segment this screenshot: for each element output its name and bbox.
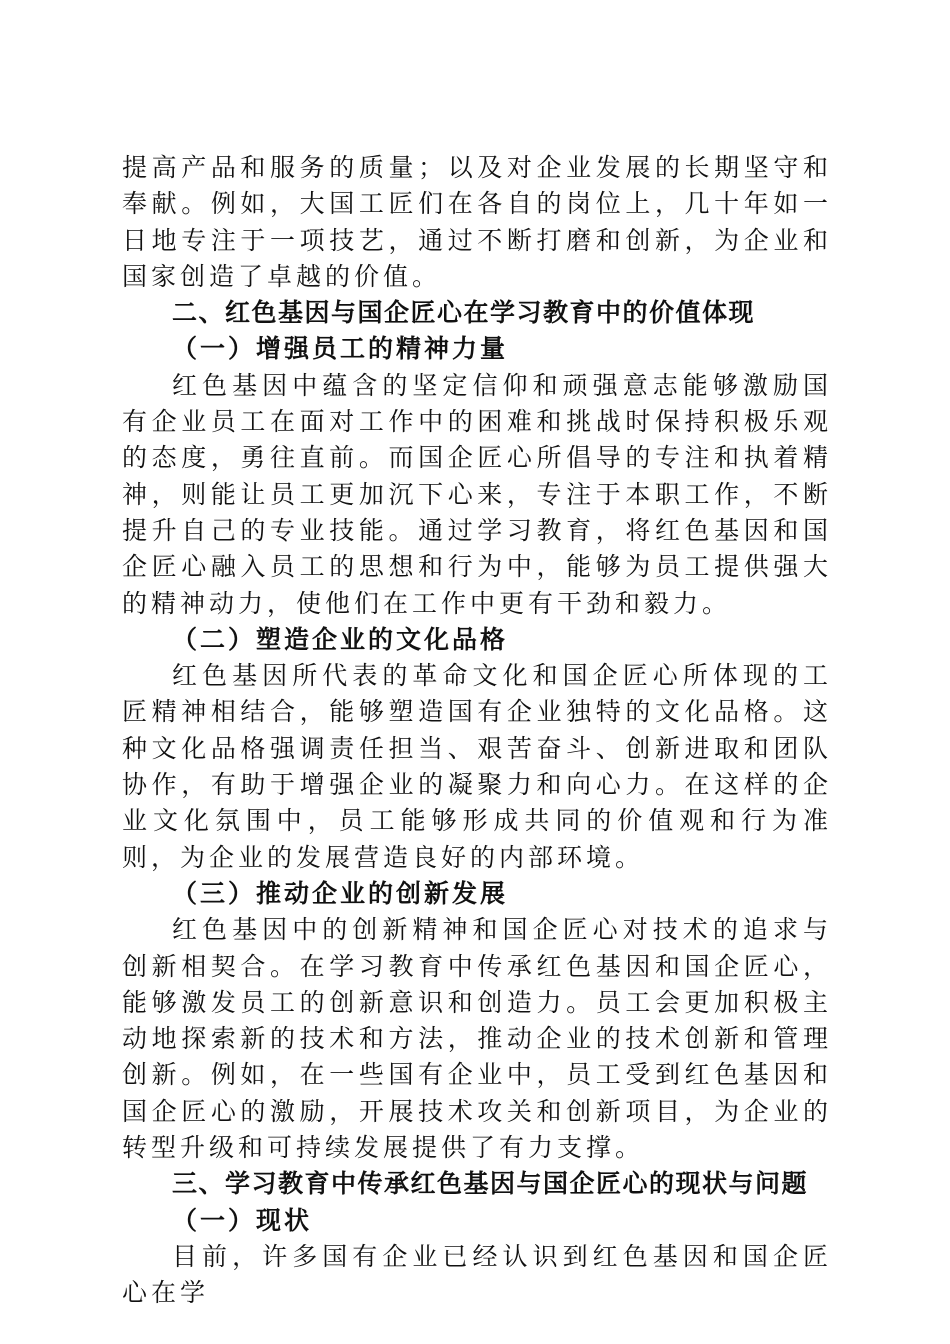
section-heading-2: 二、红色基因与国企匠心在学习教育中的价值体现 <box>172 298 756 328</box>
paragraph-innovation: 红色基因中的创新精神和国企匠心对技术的追求与创新相契合。在学习教育中传承红色基因和国企匠心，能够激发员工的创新意识和创造力。员工会更加积极主动地探索新的技术和方法，推动企业的技术创新和管理创新。例如，在一些国有企业中，员工受到红色基因和国企匠心的激励，开展技术攻关和创新项目，为企业的转型升级和可持续发展提供了有力支撑。 <box>122 915 832 1163</box>
paragraph-status: 目前，许多国有企业已经认识到红色基因和国企匠心在学 <box>122 1241 832 1308</box>
subsection-heading-2-2: （二）塑造企业的文化品格 <box>172 624 509 654</box>
document-body <box>122 150 832 1312</box>
subsection-heading-2-1: （一）增强员工的精神力量 <box>172 334 509 364</box>
subsection-heading-3-1: （一）现状 <box>172 1205 313 1235</box>
paragraph-spirit: 红色基因中蕴含的坚定信仰和顽强意志能够激励国有企业员工在面对工作中的困难和挑战时保持积极乐观的态度，勇往直前。而国企匠心所倡导的专注和执着精神，则能让员工更加沉下心来，专注于本职工作，不断提升自己的专业技能。通过学习教育，将红色基因和国企匠心融入员工的思想和行为中，能够为员工提供强大的精神动力，使他们在工作中更有干劲和毅力。 <box>122 370 832 618</box>
subsection-heading-2-3: （三）推动企业的创新发展 <box>172 878 509 908</box>
paragraph-continuation: 提高产品和服务的质量；以及对企业发展的长期坚守和奉献。例如，大国工匠们在各自的岗位上，几十年如一日地专注于一项技艺，通过不断打磨和创新，为企业和国家创造了卓越的价值。 <box>122 153 832 291</box>
paragraph-culture: 红色基因所代表的革命文化和国企匠心所体现的工匠精神相结合，能够塑造国有企业独特的文化品格。这种文化品格强调责任担当、艰苦奋斗、创新进取和团队协作，有助于增强企业的凝聚力和向心力。在这样的企业文化氛围中，员工能够形成共同的价值观和行为准则，为企业的发展营造良好的内部环境。 <box>122 661 832 872</box>
section-heading-3: 三、学习教育中传承红色基因与国企匠心的现状与问题 <box>172 1169 809 1199</box>
